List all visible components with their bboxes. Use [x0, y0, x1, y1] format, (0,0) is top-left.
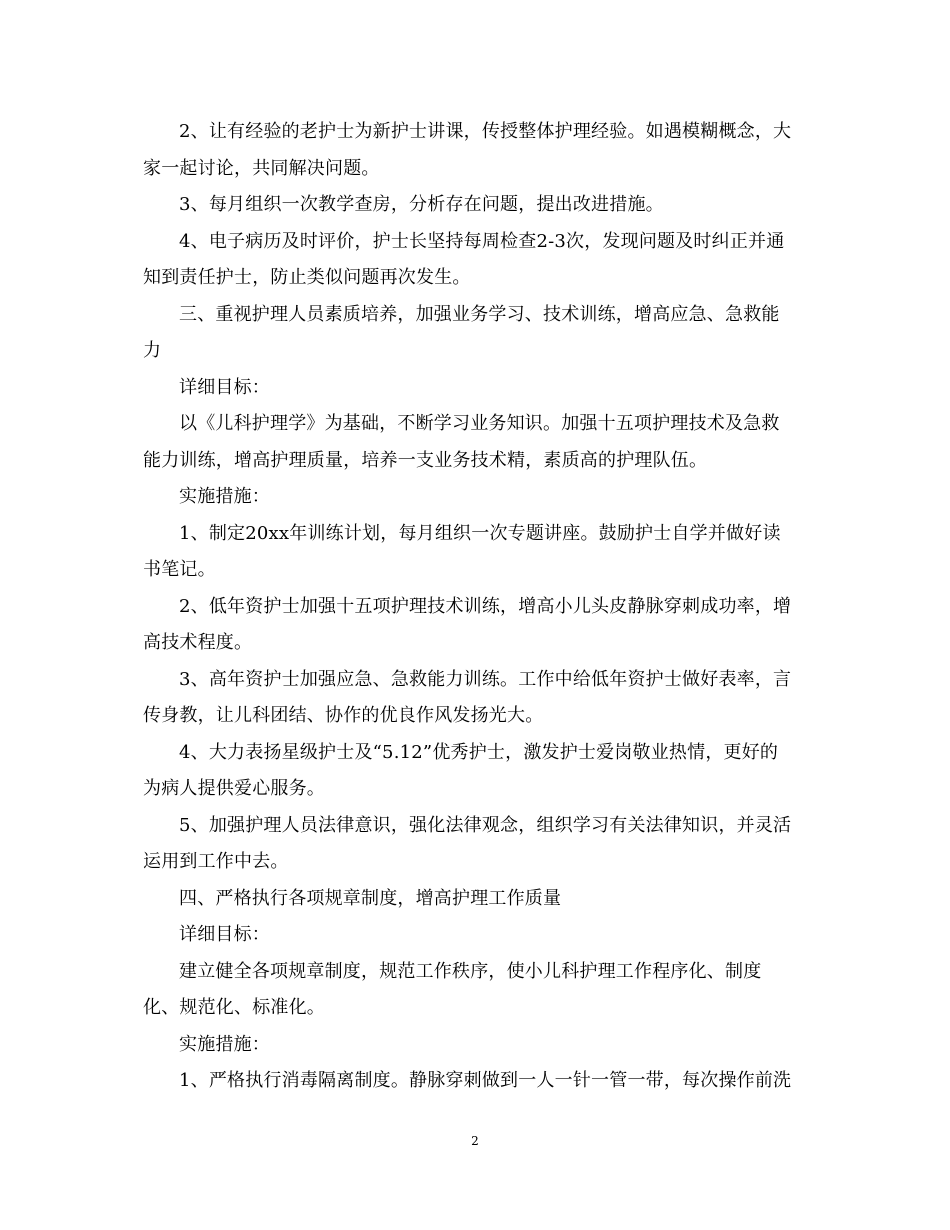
- paragraph-line: 4、电子病历及时评价，护士长坚持每周检查2-3次，发现问题及时纠正并通: [179, 230, 785, 252]
- section-heading-line: 力: [143, 340, 162, 361]
- section-heading-line: 四、严格执行各项规章制度，增高护理工作质量: [179, 887, 562, 909]
- paragraph-line: 为病人提供爱心服务。: [143, 778, 325, 799]
- subheading-line: 详细目标：: [179, 924, 270, 945]
- paragraph-line: 能力训练，增高护理质量，培养一支业务技术精，素质高的护理队伍。: [143, 449, 708, 471]
- paragraph-line: 2、让有经验的老护士为新护士讲课，传授整体护理经验。如遇模糊概念，大: [179, 121, 792, 142]
- paragraph-line: 3、高年资护士加强应急、急救能力训练。工作中给低年资护士做好表率，言: [179, 668, 792, 690]
- paragraph-line: 以《儿科护理学》为基础，不断学习业务知识。加强十五项护理技术及急救: [179, 413, 780, 434]
- section-heading-line: 三、重视护理人员素质培养，加强业务学习、技术训练，增高应急、急救能: [179, 303, 780, 325]
- paragraph-line: 建立健全各项规章制度，规范工作秩序，使小儿科护理工作程序化、制度: [179, 960, 762, 982]
- paragraph-line: 3、每月组织一次教学查房，分析存在问题，提出改进措施。: [179, 194, 664, 215]
- paragraph-line: 运用到工作中去。: [143, 851, 289, 872]
- paragraph-line: 1、制定20xx年训练计划，每月组织一次专题讲座。鼓励护士自学并做好读: [179, 522, 781, 544]
- paragraph-line: 家一起讨论，共同解决问题。: [143, 157, 380, 179]
- paragraph-line: 书笔记。: [143, 559, 216, 580]
- paragraph-line: 5、加强护理人员法律意识，强化法律观念，组织学习有关法律知识，并灵活: [179, 814, 792, 836]
- paragraph-line: 1、严格执行消毒隔离制度。静脉穿刺做到一人一针一管一带，每次操作前洗: [179, 1070, 792, 1091]
- page-number: 2: [471, 1134, 479, 1148]
- subheading-line: 详细目标：: [179, 376, 270, 398]
- document-body: [143, 114, 813, 1100]
- subheading-line: 实施措施：: [179, 486, 270, 507]
- paragraph-line: 2、低年资护士加强十五项护理技术训练，增高小儿头皮静脉穿刺成功率，增: [179, 595, 792, 617]
- subheading-line: 实施措施：: [179, 1033, 270, 1055]
- paragraph-line: 传身教，让儿科团结、协作的优良作风发扬光大。: [143, 705, 544, 726]
- paragraph-line: 高技术程度。: [143, 632, 253, 653]
- paragraph-line: 化、规范化、标准化。: [143, 997, 325, 1018]
- paragraph-line: 4、大力表扬星级护士及“5.12”优秀护士，激发护士爱岗敬业热情，更好的: [179, 741, 779, 763]
- paragraph-line: 知到责任护士，防止类似问题再次发生。: [143, 267, 471, 288]
